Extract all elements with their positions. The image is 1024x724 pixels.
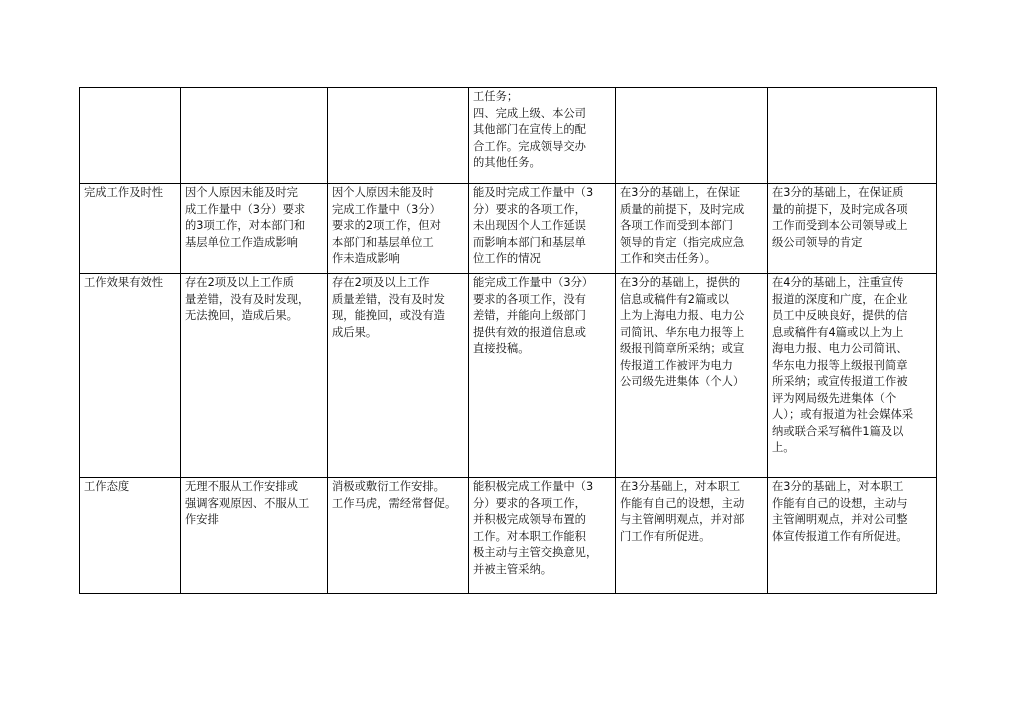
cell-text-line: 在3分的基础上，对本职工 (772, 480, 904, 493)
score-1-cell (181, 88, 328, 184)
cell-text-line: 在4分的基础上，注重宣传 (772, 276, 904, 289)
cell-text-line: 消极或敷衍工作安排。 (332, 480, 445, 493)
cell-text-line: 基层单位工作造成影响 (185, 235, 298, 249)
cell-text-line: 上为上海电力报、电力公 (620, 309, 745, 322)
cell-text-line: 直接投稿。 (473, 342, 530, 355)
cell-text-line: 要求的各项工作，没有 (473, 292, 586, 306)
cell-text-line: 海电力报、电力公司简讯、 (772, 342, 908, 355)
cell-text-line: 公司级先进集体（个人） (620, 375, 745, 388)
cell-text-line: 在3分的基础上，提供的 (620, 276, 741, 289)
cell-text-line: 完成工作量中（3分） (332, 202, 441, 216)
cell-text-line: 的3项工作，对本部门和 (185, 219, 306, 232)
score-5-cell (768, 184, 937, 274)
cell-text-line: 而影响本部门和基层单 (473, 235, 586, 249)
score-5-cell (768, 88, 937, 184)
table-row (80, 274, 937, 478)
score-5-cell (768, 478, 937, 594)
cell-text-line: 质量差错，没有及时发 (332, 292, 445, 306)
cell-text-line: 存在2项及以上工作 (332, 276, 430, 289)
score-3-cell (469, 478, 616, 594)
cell-text-line: 未出现因个人工作延误 (473, 219, 586, 232)
cell-text-line: 能及时完成工作量中（3 (473, 186, 594, 199)
cell-text-line: 极主动与主管交换意见， (473, 546, 598, 559)
table-row (80, 184, 937, 274)
cell-text-line: 工作马虎，需经常督促。 (332, 496, 457, 510)
cell-text-line: 华东电力报等上级报刊简章 (772, 358, 908, 372)
score-2-cell (328, 184, 469, 274)
cell-text-line: 工作和突击任务）。 (620, 252, 717, 265)
score-4-cell (616, 478, 768, 594)
cell-text-line: 工任务； (473, 90, 519, 103)
cell-text-line: 因个人原因未能及时 (332, 186, 434, 199)
cell-text-line: 本部门和基层单位工 (332, 235, 434, 249)
criterion-cell: 工作效果有效性 (80, 274, 181, 478)
cell-text-line: 因个人原因未能及时完 (185, 186, 298, 199)
cell-text-line: 员工中反映良好，提供的信 (772, 309, 908, 322)
cell-text-line: 作安排 (185, 513, 219, 526)
cell-text-line: 评为网局级先进集体（个 (772, 391, 897, 405)
cell-text-line: 无法挽回，造成后果。 (185, 309, 298, 322)
cell-text-line: 在3分基础上，对本职工 (620, 480, 741, 493)
cell-text-line: 能积极完成工作量中（3 (473, 480, 594, 493)
cell-text-line: 门工作有所促进。 (620, 529, 711, 543)
score-2-cell (328, 478, 469, 594)
cell-text-line: 人）；或有报道为社会媒体采 (772, 408, 914, 421)
cell-text-line: 司简讯、华东电力报等上 (620, 325, 745, 339)
score-5-cell (768, 274, 937, 478)
cell-text-line: 的其他任务。 (473, 156, 541, 169)
cell-text-line: 上。 (772, 441, 795, 454)
cell-text-line: 工作而受到本公司领导或上 (772, 219, 908, 232)
table-row (80, 478, 937, 594)
cell-text-line: 主管阐明观点，并对公司整 (772, 513, 908, 526)
cell-text-line: 其他部门在宣传上的配 (473, 123, 586, 136)
score-3-cell (469, 274, 616, 478)
cell-text-line: 位工作的情况 (473, 252, 541, 265)
cell-text-line: 差错，并能向上级部门 (473, 309, 586, 322)
score-3-cell (469, 88, 616, 184)
cell-text-line: 要求的2项工作，但对 (332, 219, 441, 232)
cell-text-line: 现，能挽回，或没有造 (332, 309, 445, 322)
cell-text-line: 作未造成影响 (332, 252, 400, 265)
cell-text-line: 作能有自己的设想，主动 (620, 496, 745, 510)
cell-text-line: 息或稿件有4篇或以上为上 (772, 325, 904, 339)
cell-text-line: 信息或稿件有2篇或以 (620, 292, 729, 306)
cell-text-line: 强调客观原因、不服从工 (185, 496, 310, 510)
cell-text-line: 提供有效的报道信息或 (473, 325, 586, 339)
cell-text-line: 领导的肯定（指完成应急 (620, 235, 745, 249)
cell-text-line: 四、完成上级、本公司 (473, 106, 586, 120)
cell-text-line: 体宣传报道工作有所促进。 (772, 529, 908, 543)
criterion-cell: 工作态度 (80, 478, 181, 594)
cell-text-line: 各项工作而受到本部门 (620, 219, 733, 232)
cell-text-line: 分）要求的各项工作， (473, 202, 586, 216)
score-3-cell (469, 184, 616, 274)
cell-text-line: 并积极完成领导布置的 (473, 513, 586, 526)
cell-text-line: 级公司领导的肯定 (772, 235, 863, 249)
cell-text-line: 存在2项及以上工作质 (185, 276, 294, 289)
cell-text-line: 并被主管采纳。 (473, 562, 553, 576)
cell-text-line: 在3分的基础上，在保证质 (772, 186, 904, 199)
cell-text-line: 工作。对本职工作能积 (473, 529, 586, 543)
cell-text-line: 合工作。完成领导交办 (473, 139, 586, 153)
cell-text-line: 成后果。 (332, 325, 378, 339)
evaluation-table (79, 87, 937, 594)
cell-text-line: 能完成工作量中（3分） (473, 276, 594, 289)
cell-text-line: 级报刊简章所采纳；或宣 (620, 342, 745, 355)
cell-text-line: 量的前提下，及时完成各项 (772, 202, 908, 216)
cell-text-line: 无理不服从工作安排或 (185, 480, 298, 493)
score-1-cell (181, 478, 328, 594)
score-1-cell (181, 184, 328, 274)
criterion-cell: 完成工作及时性 (80, 184, 181, 274)
table-row (80, 88, 937, 184)
cell-text-line: 报道的深度和广度，在企业 (772, 292, 908, 306)
cell-text-line: 量差错，没有及时发现， (185, 292, 310, 306)
cell-text-line: 质量的前提下，及时完成 (620, 202, 745, 216)
score-4-cell (616, 184, 768, 274)
score-1-cell (181, 274, 328, 478)
cell-text-line: 传报道工作被评为电力 (620, 358, 733, 372)
cell-text-line: 在3分的基础上，在保证 (620, 186, 741, 199)
score-4-cell (616, 88, 768, 184)
cell-text-line: 成工作量中（3分）要求 (185, 202, 306, 216)
cell-text-line: 与主管阐明观点，并对部 (620, 513, 745, 526)
cell-text-line: 分）要求的各项工作， (473, 496, 586, 510)
cell-text-line: 纳或联合采写稿件1篇及以 (772, 424, 904, 438)
cell-text-line: 作能有自己的设想，主动与 (772, 496, 908, 510)
criterion-cell (80, 88, 181, 184)
score-2-cell (328, 88, 469, 184)
score-2-cell (328, 274, 469, 478)
cell-text-line: 所采纳；或宣传报道工作被 (772, 375, 908, 388)
score-4-cell (616, 274, 768, 478)
